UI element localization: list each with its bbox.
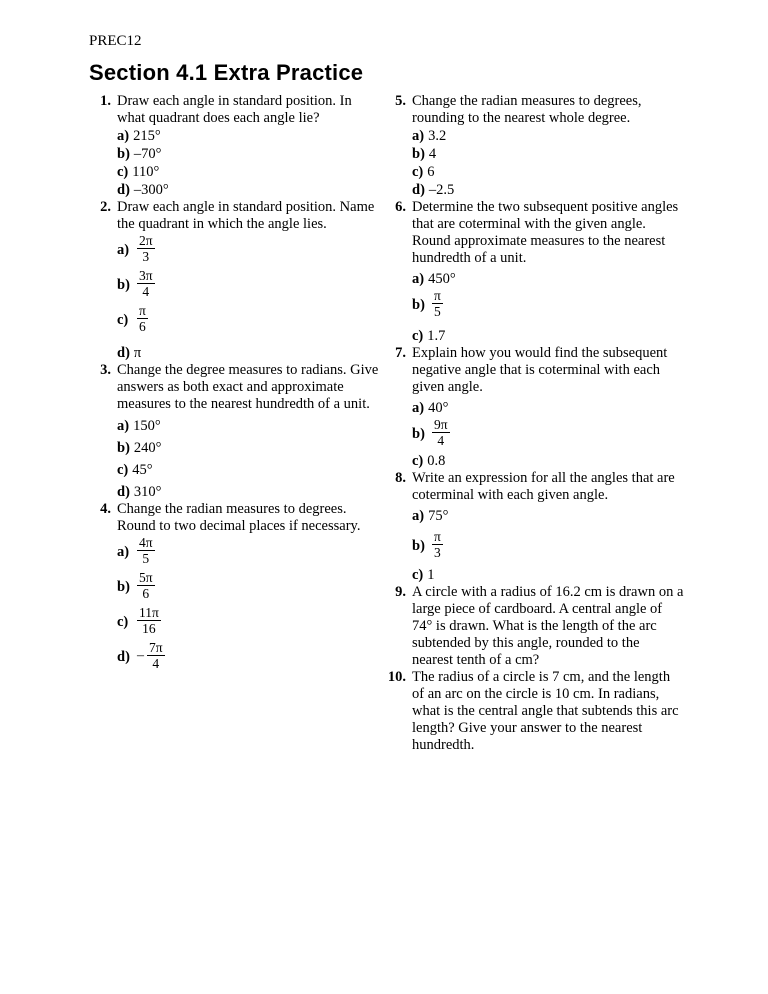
q6-part-b: b) $\frac{\pi}{5}$ <box>412 288 441 319</box>
page-header: PREC12 <box>89 33 142 49</box>
q6-part-a: a) 450° <box>412 271 456 287</box>
fraction: $\frac{2\pi}{3}$ <box>139 233 153 264</box>
q5-part-d: d) –2.5 <box>412 182 455 198</box>
page-title: Section 4.1 Extra Practice <box>89 60 364 85</box>
question-number: 10. <box>387 669 406 685</box>
question-number: 8. <box>395 470 406 486</box>
right-column <box>384 93 684 754</box>
q1-part-d: d) –300° <box>117 182 169 198</box>
question-2 <box>89 199 379 233</box>
question-9 <box>384 584 684 669</box>
question-text: Change the radian measures to degrees. Round to two decimal places if necessary. <box>117 501 361 534</box>
fraction: $\frac{\pi}{6}$ <box>139 303 146 334</box>
q2-part-a: a) $\frac{2\pi}{3}$ <box>117 233 153 264</box>
q5-part-b: b) 4 <box>412 146 437 162</box>
fraction: $\frac{5\pi}{6}$ <box>139 570 153 601</box>
q8-part-b: b) $\frac{\pi}{3}$ <box>412 529 441 560</box>
question-number: 4. <box>100 501 111 517</box>
question-8 <box>384 470 684 504</box>
question-1 <box>89 93 379 127</box>
question-number: 9. <box>395 584 406 600</box>
q2-part-b: b) $\frac{3\pi}{4}$ <box>117 268 153 299</box>
question-text: Determine the two subsequent positive angles that are coterminal with the given angle. Round approximate measures to the nearest hundredth of a unit. <box>412 199 679 266</box>
q5-part-a: a) 3.2 <box>412 128 447 144</box>
question-4 <box>89 501 379 535</box>
question-number: 2. <box>100 199 111 215</box>
fraction: $\frac{7\pi}{4}$ <box>149 640 163 671</box>
question-text: Draw each angle in standard position. Name the quadrant in which the angle lies. <box>117 199 375 232</box>
q6-part-c: c) 1.7 <box>412 328 446 344</box>
question-number: 7. <box>395 345 406 361</box>
q7-part-b: b) $\frac{9\pi}{4}$ <box>412 417 448 448</box>
question-text: Write an expression for all the angles that are coterminal with each given angle. <box>412 470 675 503</box>
q3-part-d: d) 310° <box>117 484 162 500</box>
question-text: A circle with a radius of 16.2 cm is drawn on a large piece of cardboard. A central angle of 74° is drawn. What is the length of the arc subtended by this angle, rounded to the nearest tenth of a cm? <box>412 584 684 668</box>
fraction: $\frac{\pi}{5}$ <box>434 288 441 319</box>
question-text: Explain how you would find the subsequent negative angle that is coterminal with each given angle. <box>412 345 668 395</box>
fraction: $\frac{3\pi}{4}$ <box>139 268 153 299</box>
q2-part-c: c) $\frac{\pi}{6}$ <box>117 303 146 334</box>
question-text: Change the degree measures to radians. Give answers as both exact and approximate measures to the nearest hundredth of a unit. <box>117 362 379 412</box>
fraction: $\frac{9\pi}{4}$ <box>434 417 448 448</box>
q1-part-a: a) 215° <box>117 128 161 144</box>
q4-part-c: c) $\frac{11\pi}{16}$ <box>117 605 159 636</box>
q3-part-c: c) 45° <box>117 462 153 478</box>
fraction: $\frac{11\pi}{16}$ <box>139 605 159 636</box>
q3-part-a: a) 150° <box>117 418 161 434</box>
q8-part-c: c) 1 <box>412 567 435 583</box>
q5-part-c: c) 6 <box>412 164 435 180</box>
fraction: $\frac{\pi}{3}$ <box>434 529 441 560</box>
q8-part-a: a) 75° <box>412 508 449 524</box>
q4-part-d: d) – $\frac{7\pi}{4}$ <box>117 640 163 671</box>
q7-part-a: a) 40° <box>412 400 449 416</box>
question-3 <box>89 362 379 413</box>
question-6 <box>384 199 684 267</box>
question-number: 1. <box>100 93 111 109</box>
question-5 <box>384 93 684 127</box>
q4-part-b: b) $\frac{5\pi}{6}$ <box>117 570 153 601</box>
question-text: Change the radian measures to degrees, rounding to the nearest whole degree. <box>412 93 642 126</box>
left-column <box>89 93 379 675</box>
q2-part-d: d) π <box>117 345 142 361</box>
question-10 <box>384 669 684 754</box>
question-number: 3. <box>100 362 111 378</box>
question-text: Draw each angle in standard position. In what quadrant does each angle lie? <box>117 93 352 126</box>
fraction: $\frac{4\pi}{5}$ <box>139 535 153 566</box>
q1-part-c: c) 110° <box>117 164 160 180</box>
q3-part-b: b) 240° <box>117 440 162 456</box>
q1-part-b: b) –70° <box>117 146 162 162</box>
question-text: The radius of a circle is 7 cm, and the length of an arc on the circle is 10 cm. In radians, what is the central angle that subtends this arc length? Give your answer to the nearest hundredth. <box>412 669 679 753</box>
q4-part-a: a) $\frac{4\pi}{5}$ <box>117 535 153 566</box>
question-7 <box>384 345 684 396</box>
question-number: 6. <box>395 199 406 215</box>
question-number: 5. <box>395 93 406 109</box>
q7-part-c: c) 0.8 <box>412 453 446 469</box>
